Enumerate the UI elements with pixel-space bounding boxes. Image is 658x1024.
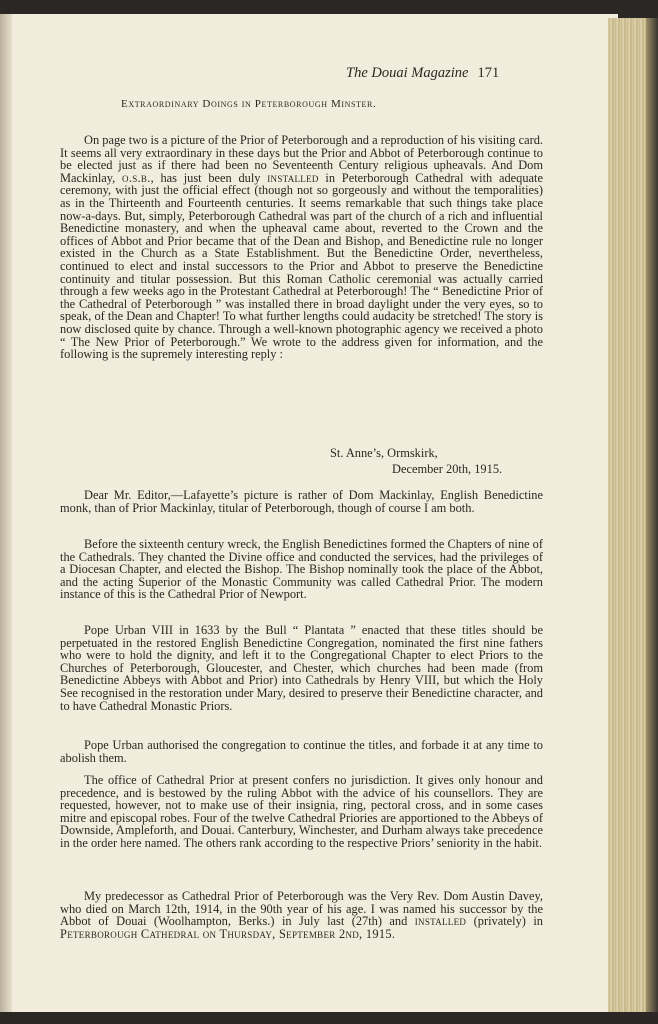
letter-date: December 20th, 1915. — [392, 462, 503, 476]
letter-paragraph-1: Dear Mr. Editor,—Lafayette’s picture is rather of Dom Mackinlay, English Benedictine monk, than of Prior Mackinlay, titular of Peterborough, though of course I am both. — [60, 488, 543, 515]
letter-paragraph-6: My predecessor as Cathedral Prior of Peterborough was the Very Rev. Dom Austin Davey, who died on March 12th, 1914, in the 90th year of his age. I was named his successor by the Abbot of Douai (Woolhampton, Berks.) in July last (27th) and installed (privately) in Peterborough Cathedral on Thursday, September 2nd, 1915. — [60, 889, 543, 941]
installed-emphasis-2: installed — [414, 914, 467, 929]
letter-paragraph-4: Pope Urban authorised the congregation to continue the titles, and forbade it at any time to abolish them. — [60, 738, 543, 765]
binding-shadow — [646, 18, 658, 1012]
letter-paragraph-3: Pope Urban VIII in 1633 by the Bull “ Plantata ” enacted that these titles should be perpetuated in the restored English Benedictine Congregation, nominated the first nine fathers who were to hold the dignity, and left it to the Congregational Chapter to elect Priors to the Churches of Peterborough, Gloucester, and Chester, which churches had been made (from Benedictine Abbeys with Abbot and Prior) into Cathedrals by Henry VIII, but which the Holy See recognised in the restoration under Mary, desired to preserve their Benedictine character, and to have Cathedral Monastic Priors. — [60, 623, 543, 713]
page-number: 171 — [477, 65, 500, 81]
letter-paragraph-2: Before the sixteenth century wreck, the English Benedictines formed the Chapters of nine of the Cathedrals. They chanted the Divine office and conducted the services, had the privileges of a Diocesan Chapter, and elected the Bishop. The Bishop nominally took the place of the Abbot, and the acting Superior of the Monastic Community was called Cathedral Prior. The modern instance of this is the Cathedral Prior of Newport. — [60, 537, 543, 602]
article-title: Extraordinary Doings in Peterborough Minster. — [121, 98, 377, 110]
book-page — [0, 14, 618, 1012]
installation-place: Peterborough Cathedral on Thursday, September 2nd, 1915. — [60, 926, 396, 941]
letter-address: St. Anne’s, Ormskirk, — [330, 446, 438, 460]
magazine-title: The Douai Magazine — [346, 65, 469, 81]
osb-abbreviation: o.s.b. — [122, 170, 151, 185]
running-head — [346, 65, 499, 82]
intro-paragraph: On page two is a picture of the Prior of Peterborough and a reproduction of his visiting card. It seems all very extraordinary in these days but the Prior and Abbot of Peterborough continue to be elected just as if there had been no Seventeenth Century religious upheavals. And Dom Mackinlay, o.s.b., has just been duly installed in Peterborough Cathedral with adequate ceremony, with just the official effect (though not so gorgeously and without the temporalities) as in the Thirteenth and Fourteenth centuries. It seems remarkable that such things take place now-a-days. But, simply, Peterborough Cathedral was part of the church of a rich and influential Benedictine monastery, and when the upheaval came about, reverted to the Crown and the offices of Abbot and Prior became that of the Dean and Bishop, and Benedictine rule no longer existed in the Church as a State Establishment. But the Benedictine Order, nevertheless, continued to elect and instal successors to the Prior and Abbot to preserve the Benedictine continuity and titular possession. But this Roman Catholic ceremonial was actually carried through a few weeks ago in the Protestant Cathedral at Peterborough! The “ Benedictine Prior of the Cathedral of Peterborough ” was installed there in broad daylight under the very eyes, so to speak, of the Dean and Chapter! To what further lengths could audacity be stretched! The story is now disclosed quite by chance. Through a well-known photographic agency we received a photo “ The New Prior of Peterborough.” We wrote to the address given for information, and the following is the supremely interesting reply : — [60, 133, 543, 362]
page-gutter-shadow — [0, 14, 12, 1012]
installed-emphasis: installed — [267, 170, 319, 185]
letter-paragraph-5: The office of Cathedral Prior at present confers no jurisdiction. It gives only honour and precedence, and is bestowed by the ruling Abbot with the advice of his counsellors. They are requested, however, not to make use of their insignia, ring, pectoral cross, and in some cases mitre and episcopal robes. Four of the twelve Cathedral Priories are apportioned to the Abbeys of Downside, Ampleforth, and Douai. Canterbury, Winchester, and Durham always take precedence in the order here named. The others rank according to the respective Priors’ seniority in the habit. — [60, 773, 543, 850]
